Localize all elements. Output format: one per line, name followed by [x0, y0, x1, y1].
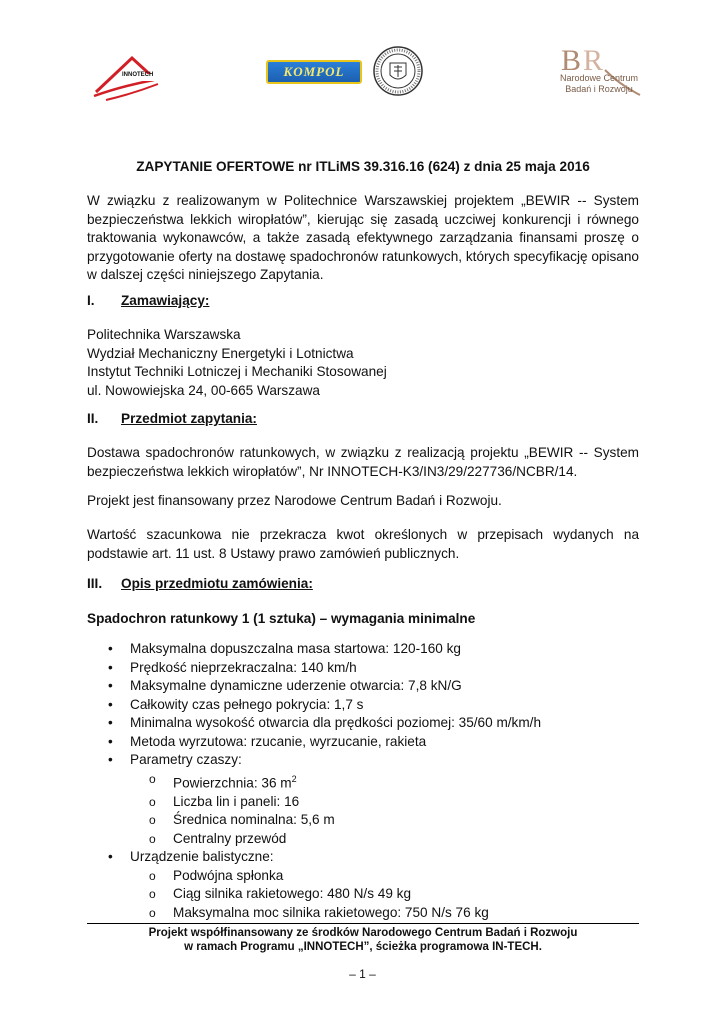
list-item: • Prędkość nieprzekraczalna: 140 km/h [108, 659, 357, 675]
list-item: • Maksymalna dopuszczalna masa startowa: 120-160 kg [108, 641, 461, 656]
document-title: ZAPYTANIE OFERTOWE nr ITLiMS 39.316.16 (624) z dnia 25 maja 2016 [136, 159, 590, 174]
sub-list-item: o Ciąg silnika rakietowego: 480 N/s 49 kg [149, 886, 412, 902]
innotech-logo [92, 50, 192, 105]
requirements-list [87, 640, 639, 922]
list-item: • Maksymalne dynamiczne uderzenie otwarcia: 7,8 kN/G [108, 678, 462, 693]
list-item: • Metoda wyrzutowa: rzucanie, wyrzucanie, rakieta [108, 733, 427, 749]
list-item: • Całkowity czas pełnego pokrycia: 1,7 s [108, 696, 364, 712]
address-line: Politechnika Warszawska [87, 327, 241, 342]
address-line: Instytut Techniki Lotniczej i Mechaniki Stosowanej [87, 364, 387, 379]
requirements-subtitle: Spadochron ratunkowy 1 (1 sztuka) – wymagania minimalne [87, 611, 476, 626]
section-heading-orderer: I. Zamawiający: [87, 293, 210, 308]
intro-paragraph: W związku z realizowanym w Politechnice Warszawskiej projektem „BEWIR -- System bezpieczeństwa lekkich wiropłatów”, kierując się zasadą uczciwej konkurencji i równego traktowania wykonawców, a także zasadą efektywnego zarządzania finansami proszę o przygotowanie oferty na dostawę spadochronów ratunkowych, których specyfikację opisano w dalszej części niniejszego Zapytania. [87, 193, 639, 282]
logo-bar [0, 40, 725, 100]
orderer-address [87, 326, 639, 400]
innotech-logo-text: INNOTECH [122, 72, 154, 78]
address-line: Wydział Mechaniczny Energetyki i Lotnictwa [87, 345, 354, 361]
section-heading-subject: II. Przedmiot zapytania: [87, 411, 257, 426]
kompol-logo-text: KOMPOL [283, 64, 345, 79]
svg-text:B: B [561, 44, 582, 77]
kompol-logo [266, 60, 362, 84]
svg-text:R: R [583, 44, 604, 77]
subject-paragraph: Dostawa spadochronów ratunkowych, w związku z realizacją projektu „BEWIR -- System bezpieczeństwa lekkich wiropłatów”, Nr INNOTECH-K3/IN3/29/227736/NCBR/14. [87, 445, 639, 479]
list-item: • Urządzenie balistyczne: [108, 849, 274, 865]
sub-list-item: o Średnica nominalna: 5,6 m [149, 812, 335, 828]
footer-divider [87, 923, 639, 924]
university-seal-logo [372, 45, 424, 97]
sub-list-item: o Podwójna spłonka [149, 867, 284, 883]
financing-paragraph: Projekt jest finansowany przez Narodowe Centrum Badań i Rozwoju. [87, 493, 502, 508]
address-line: ul. Nowowiejska 24, 00-665 Warszawa [87, 382, 320, 398]
page-number: – 1 – [349, 967, 376, 981]
sub-list-item: o Liczba lin i paneli: 16 [149, 793, 300, 809]
sub-list-item: o Centralny przewód [149, 830, 287, 846]
footer-note: Projekt współfinansowany ze środków Narodowego Centrum Badań i Rozwoju w ramach Programu „INNOTECH”, ścieżka programowa IN-TECH. [148, 927, 578, 953]
sub-list-item: o Powierzchnia: 36 $m^2$ [149, 771, 297, 791]
list-item: • Minimalna wysokość otwarcia dla prędkości poziomej: 35/60 m/km/h [108, 715, 541, 730]
value-paragraph: Wartość szacunkowa nie przekracza kwot określonych w przepisach wydanych na podstawie art. 11 ust. 8 Ustawy prawo zamówień publicznych. [87, 527, 639, 561]
section-heading-description: III. Opis przedmiotu zamówienia: [87, 576, 313, 591]
sub-list-item: o Maksymalna moc silnika rakietowego: 750 N/s 76 kg [149, 904, 489, 920]
list-item: • Parametry czaszy: [108, 752, 242, 767]
ncbr-logo [545, 40, 655, 100]
ncbr-logo-text: Narodowe Centrum Badań i Rozwoju [559, 73, 639, 94]
